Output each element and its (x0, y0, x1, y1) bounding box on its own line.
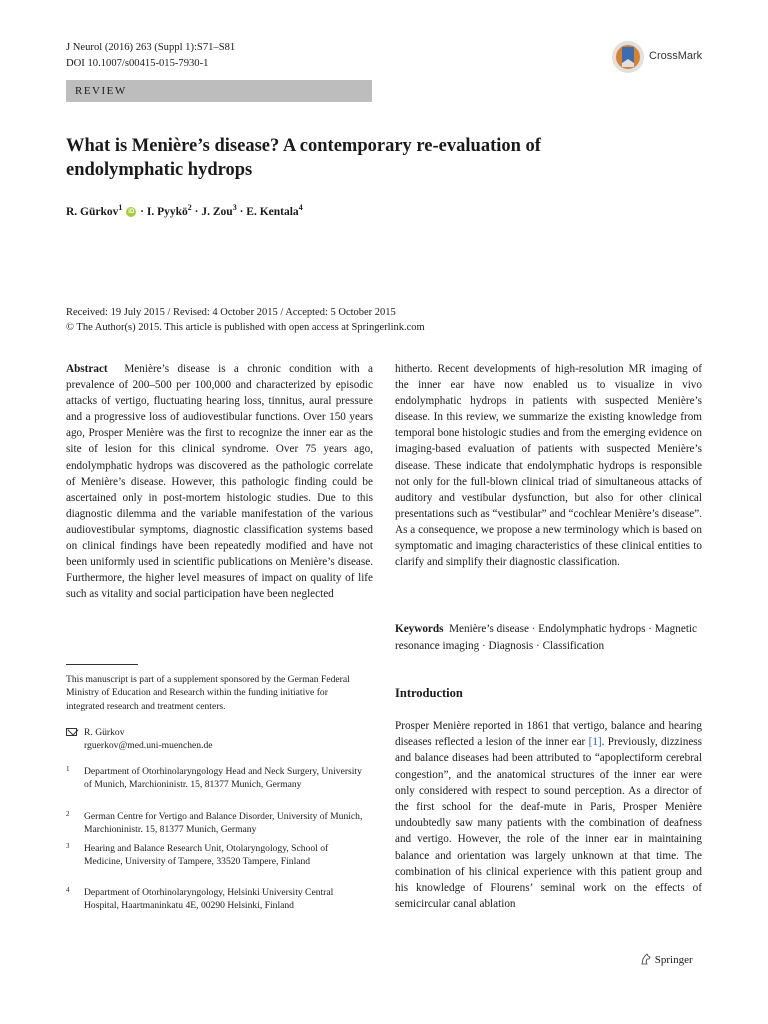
author-affiliation-mark: 3 (232, 203, 237, 212)
affiliation (66, 842, 366, 882)
publisher-name: Springer (654, 954, 693, 966)
doi: DOI 10.1007/s00415-015-7930-1 (66, 58, 209, 69)
affiliation-number: 1 (66, 765, 70, 773)
affiliation-text: Department of Otorhinolaryngology, Helsinki University Central Hospital, Haartmaninkatu 4E, 00290 Helsinki, Finland (84, 887, 334, 912)
affiliation (66, 810, 366, 838)
abstract-right: hitherto. Recent developments of high-resolution MR imaging of the inner ear have now enabled us to visualize in vivo endolymphatic hydrops in patients with suspected Menière’s disease. In this review, we summarize the existing knowledge from temporal bone histologic studies and from the emerging evidence on imaging-based evaluation of patients with suspected Menière’s disease. These indicate that endolymphatic hydrops is responsible not only for the full-blown clinical triad of simultaneous attacks of auditory and vestibular dysfunction, but also for other clinical presentations such as “vestibular” and “cochlear Menière’s disease”. As a consequence, we propose a new terminology which is based on symptomatic and imaging characteristics of these clinical entities to clarify and simplify their diagnostic classification. (395, 363, 702, 569)
author-name[interactable]: J. Zou (201, 205, 233, 218)
author-name[interactable]: E. Kentala (246, 205, 299, 218)
license-line: © The Author(s) 2015. This article is published with open access at Springerlink.com (66, 322, 425, 333)
affiliation-number: 3 (66, 842, 70, 850)
affiliation (66, 886, 366, 926)
affiliation (66, 765, 366, 805)
envelope-icon (66, 728, 77, 736)
affiliation-text: Hearing and Balance Research Unit, Otolaryngology, School of Medicine, University of Tampere, 33520 Tampere, Finland (84, 843, 329, 868)
correspondence-name: R. Gürkov (84, 727, 125, 738)
publisher-logo (640, 953, 693, 966)
author-list (66, 203, 303, 218)
intro-text-part: . Previously, dizziness and balance diseases had been attributed to “apoplectiform cerebral congestion”, and the anatomical structures of the inner ear were only considered with respect to sound perception. As a director of the first school for the deaf-mute in Paris, Prosper Menière undoubtedly saw many patients with the combination of deafness and vertigo. However, the role of the inner ear in maintaining balance and orientation was largely unknown at that time. The combination of his clinical experience with this patient group and his knowledge of Flourens’ seminal work on the effects of semicircular canal ablation (395, 736, 702, 911)
article-history (66, 305, 425, 335)
correspondence (66, 726, 366, 754)
introduction-text (395, 718, 702, 912)
supplement-note: This manuscript is part of a supplement sponsored by the German Federal Ministry of Education and Research within the funding initiative for integrated research and treatment centers. (66, 674, 350, 712)
author-name[interactable]: R. Gürkov (66, 205, 119, 218)
author-affiliation-mark: 4 (298, 203, 303, 212)
affiliation-number: 4 (66, 886, 70, 894)
section-band (66, 80, 372, 102)
author-name[interactable]: I. Pyykö (146, 205, 188, 218)
abstract-left (66, 361, 373, 602)
author-affiliation-mark: 2 (187, 203, 192, 212)
author-separator: · (137, 205, 147, 218)
keywords-label: Keywords (395, 623, 444, 635)
introduction-heading: Introduction (395, 686, 463, 700)
abstract-text: Menière’s disease is a chronic condition with a prevalence of 200–500 per 100,000 and characterized by episodic attacks of vertigo, fluctuating hearing loss, tinnitus, aural pressure and a progressive loss of audiovestibular functions. Over 150 years ago, Prosper Menière was the first to recognize the inner ear as the site of lesion for this clinical syndrome. Over 75 years ago, endolymphatic hydrops was discovered as the pathologic correlate of Menière’s disease. However, this pathologic finding could be ascertained only in post-mortem histologic studies. Due to this diagnostic dilemma and the variable manifestation of the various audiovestibular symptoms, diagnostic classification systems based on clinical findings have been repeatedly modified and have not been uniformly used in scientific publications on Menière’s disease. Furthermore, the higher level measures of impact on quality of life such as vitality and social participation have been neglected (66, 363, 373, 601)
crossmark-badge[interactable] (611, 39, 721, 75)
author-separator: · (236, 205, 247, 218)
abstract-label: Abstract (66, 363, 108, 375)
intro-text-part: Prosper Menière reported in 1861 that vertigo, balance and hearing diseases reflected a lesion of the inner ear (395, 720, 702, 749)
reference-link[interactable]: [1] (588, 736, 602, 749)
affiliation-text: German Centre for Vertigo and Balance Disorder, University of Munich, Marchioninistr. 15, 81377 Munich, Germany (84, 811, 363, 836)
author-affiliation-mark: 1 (118, 203, 123, 212)
keywords-text: Menière’s disease · Endolymphatic hydrops · Magnetic resonance imaging · Diagnosis · Classification (395, 623, 697, 652)
received-dates: Received: 19 July 2015 / Revised: 4 October 2015 / Accepted: 5 October 2015 (66, 307, 396, 318)
section-label: REVIEW (75, 85, 127, 97)
springer-horse-icon (640, 953, 652, 965)
footnote-divider (66, 664, 138, 665)
orcid-icon[interactable]: iD (128, 209, 135, 216)
affiliation-text: Department of Otorhinolaryngology Head and Neck Surgery, University of Munich, Marchioninistr. 15, 81377 Munich, Germany (84, 766, 362, 791)
journal-line: J Neurol (2016) 263 (Suppl 1):S71–S81 (66, 42, 236, 53)
author-separator: · (191, 205, 202, 218)
article-title: What is Menière’s disease? A contemporary re-evaluation of endolymphatic hydrops (66, 136, 541, 180)
affiliation-number: 2 (66, 810, 70, 818)
crossmark-icon (611, 39, 645, 75)
correspondence-email[interactable]: rguerkov@med.uni-muenchen.de (84, 740, 213, 752)
crossmark-label: CrossMark (649, 50, 703, 62)
article-meta (66, 40, 235, 72)
keywords (395, 621, 705, 655)
